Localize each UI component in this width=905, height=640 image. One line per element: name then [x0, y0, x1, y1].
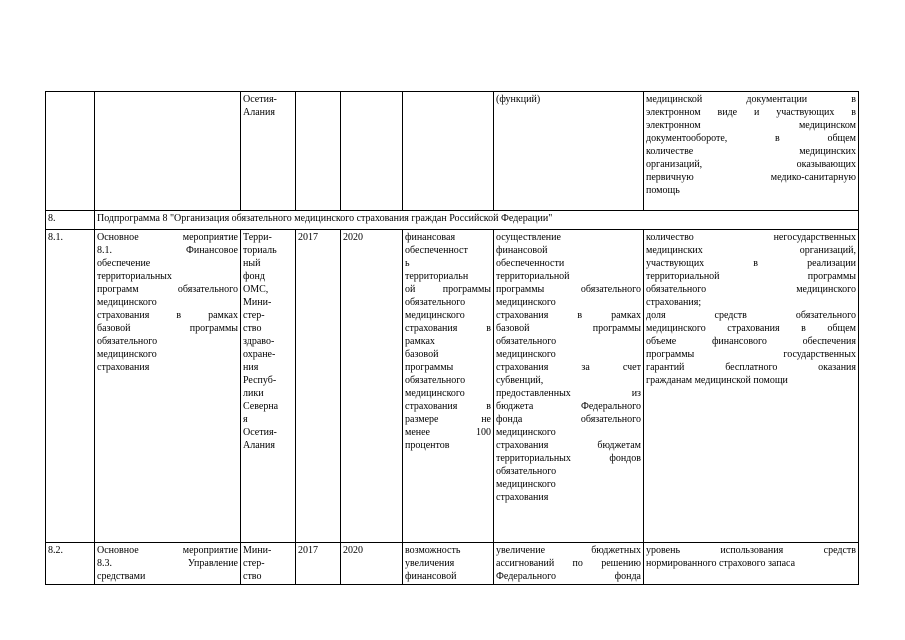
text-line: территориальной программы: [646, 271, 856, 282]
table-row-subprogram: [46, 211, 859, 230]
text-line: гарантий бесплатного оказания: [646, 362, 856, 373]
cell-num: 8.1.: [46, 230, 95, 543]
text-line: Федерального фонда: [496, 571, 641, 582]
cell-result: [403, 92, 494, 211]
text-line: медицинского: [97, 297, 157, 308]
text-line: стер-: [243, 310, 265, 321]
text-line: территориальных фондов: [496, 453, 641, 464]
text-line: помощь: [646, 185, 680, 196]
cell-start: [296, 92, 341, 211]
text-line: обязательного: [405, 375, 466, 386]
text-line: территориальных: [97, 271, 172, 282]
text-line: Основное мероприятие: [97, 545, 238, 556]
text-line: лики: [243, 388, 264, 399]
text-line: медицинского: [97, 349, 157, 360]
text-line: страхования за счет: [496, 362, 641, 373]
cell-name: [95, 230, 241, 543]
text-line: страхования в: [405, 401, 491, 412]
cell-name: [95, 92, 241, 211]
text-line: ассигнований по решению: [496, 558, 641, 569]
text-line: страхования в: [405, 323, 491, 334]
text-line: 8.1. Финансовое: [97, 245, 238, 256]
text-line: ния: [243, 362, 259, 373]
text-line: нормированного страхового запаса: [646, 558, 796, 569]
text-line: менее 100: [405, 427, 491, 438]
text-line: базовой программы: [97, 323, 238, 334]
text-line: страхования: [97, 362, 150, 373]
text-line: ь: [405, 258, 410, 269]
text-line: обеспеченности: [496, 258, 565, 269]
cell-num: 8.: [46, 211, 95, 230]
cell-end: 2020: [341, 230, 403, 543]
cell-responsible: [241, 92, 296, 211]
text-line: возможность: [405, 545, 461, 556]
cell-responsible: [241, 230, 296, 543]
text-line: гражданам медицинской помощи: [646, 375, 788, 386]
text-line: медицинского: [405, 310, 465, 321]
cell-indicator: [644, 92, 859, 211]
text-line: страхования бюджетам: [496, 440, 641, 451]
text-line: программы обязательного: [496, 284, 641, 295]
text-line: Терри-: [243, 232, 272, 243]
text-line: фонда обязательного: [496, 414, 641, 425]
text-line: медицинского: [496, 479, 556, 490]
text-line: Осетия-: [243, 94, 277, 105]
text-line: рамках: [405, 336, 435, 347]
text-line: участвующих в реализации: [646, 258, 856, 269]
text-line: увеличения: [405, 558, 455, 569]
text-line: ство: [243, 323, 262, 334]
text-line: Алания: [243, 107, 275, 118]
text-line: финансовой: [405, 571, 457, 582]
text-line: Основное мероприятие: [97, 232, 238, 243]
text-line: финансовая: [405, 232, 456, 243]
text-line: Мини-: [243, 545, 272, 556]
text-line: ОМС,: [243, 284, 269, 295]
text-line: ный: [243, 258, 261, 269]
text-line: программы: [405, 362, 454, 373]
text-line: территориальной: [496, 271, 570, 282]
text-line: страхования в рамках: [496, 310, 641, 321]
cell-end: [341, 92, 403, 211]
text-line: здраво-: [243, 336, 275, 347]
text-line: Северна: [243, 401, 279, 412]
text-line: обязательного медицинского: [646, 284, 856, 295]
text-line: уровень использования средств: [646, 545, 856, 556]
text-line: обязательного: [496, 466, 557, 477]
text-line: Осетия-: [243, 427, 277, 438]
cell-num: [46, 92, 95, 211]
table-row-continuation: [46, 92, 859, 211]
text-line: объеме финансового обеспечения: [646, 336, 856, 347]
cell-num: 8.2.: [46, 543, 95, 585]
cell-result: [403, 230, 494, 543]
text-line: количество негосударственных: [646, 232, 856, 243]
table-row-8-2: [46, 543, 859, 585]
text-line: медицинского: [405, 388, 465, 399]
text-line: страхования: [496, 492, 549, 503]
text-line: ство: [243, 571, 262, 582]
text-line: процентов: [405, 440, 450, 451]
text-line: территориальн: [405, 271, 469, 282]
text-line: программ обязательного: [97, 284, 238, 295]
text-line: Мини-: [243, 297, 272, 308]
program-table: [45, 91, 859, 585]
text-line: базовой: [405, 349, 439, 360]
text-line: размере не: [405, 414, 491, 425]
text-line: медицинского: [496, 297, 556, 308]
text-line: страхования;: [646, 297, 702, 308]
text-line: финансовой: [496, 245, 548, 256]
cell-indicator: [644, 230, 859, 543]
text-line: количестве медицинских: [646, 146, 856, 157]
cell-consequence: [494, 543, 644, 585]
text-line: страхования в рамках: [97, 310, 238, 321]
subprogram-title: Подпрограмма 8 "Организация обязательного медицинского страхования граждан Российской Федерации": [95, 211, 859, 230]
text-line: организаций, оказывающих: [646, 159, 856, 170]
text-line: фонд: [243, 271, 265, 282]
text-line: увеличение бюджетных: [496, 545, 641, 556]
text-line: осуществление: [496, 232, 561, 243]
text-line: первичную медико-санитарную: [646, 172, 856, 183]
text-line: базовой программы: [496, 323, 641, 334]
cell-consequence: [494, 92, 644, 211]
text-line: бюджета Федерального: [496, 401, 641, 412]
text-line: медицинского: [496, 349, 556, 360]
text-line: медицинских организаций,: [646, 245, 856, 256]
cell-name: [95, 543, 241, 585]
text-line: доля средств обязательного: [646, 310, 856, 321]
text-line: ой программы: [405, 284, 491, 295]
cell-responsible: [241, 543, 296, 585]
text-line: Респуб-: [243, 375, 277, 386]
text-line: (функций): [496, 94, 541, 105]
text-line: электронном виде и участвующих в: [646, 107, 856, 118]
text-line: предоставленных из: [496, 388, 641, 399]
text-line: обязательного: [405, 297, 466, 308]
text-line: я: [243, 414, 248, 425]
text-line: средствами: [97, 571, 146, 582]
text-line: обеспеченност: [405, 245, 468, 256]
text-line: медицинской документации в: [646, 94, 856, 105]
text-line: обязательного: [97, 336, 158, 347]
text-line: стер-: [243, 558, 265, 569]
text-line: документообороте, в общем: [646, 133, 856, 144]
text-line: обеспечение: [97, 258, 151, 269]
text-line: программы государственных: [646, 349, 856, 360]
text-line: 8.3. Управление: [97, 558, 238, 569]
text-line: Алания: [243, 440, 275, 451]
cell-end: 2020: [341, 543, 403, 585]
text-line: охране-: [243, 349, 276, 360]
text-line: медицинского страхования в общем: [646, 323, 856, 334]
text-line: обязательного: [496, 336, 557, 347]
text-line: ториаль: [243, 245, 277, 256]
cell-start: 2017: [296, 230, 341, 543]
text-line: медицинского: [496, 427, 556, 438]
cell-indicator: [644, 543, 859, 585]
text-line: электронном медицинском: [646, 120, 856, 131]
cell-consequence: [494, 230, 644, 543]
cell-start: 2017: [296, 543, 341, 585]
text-line: субвенций,: [496, 375, 544, 386]
cell-result: [403, 543, 494, 585]
table-row-8-1: [46, 230, 859, 543]
